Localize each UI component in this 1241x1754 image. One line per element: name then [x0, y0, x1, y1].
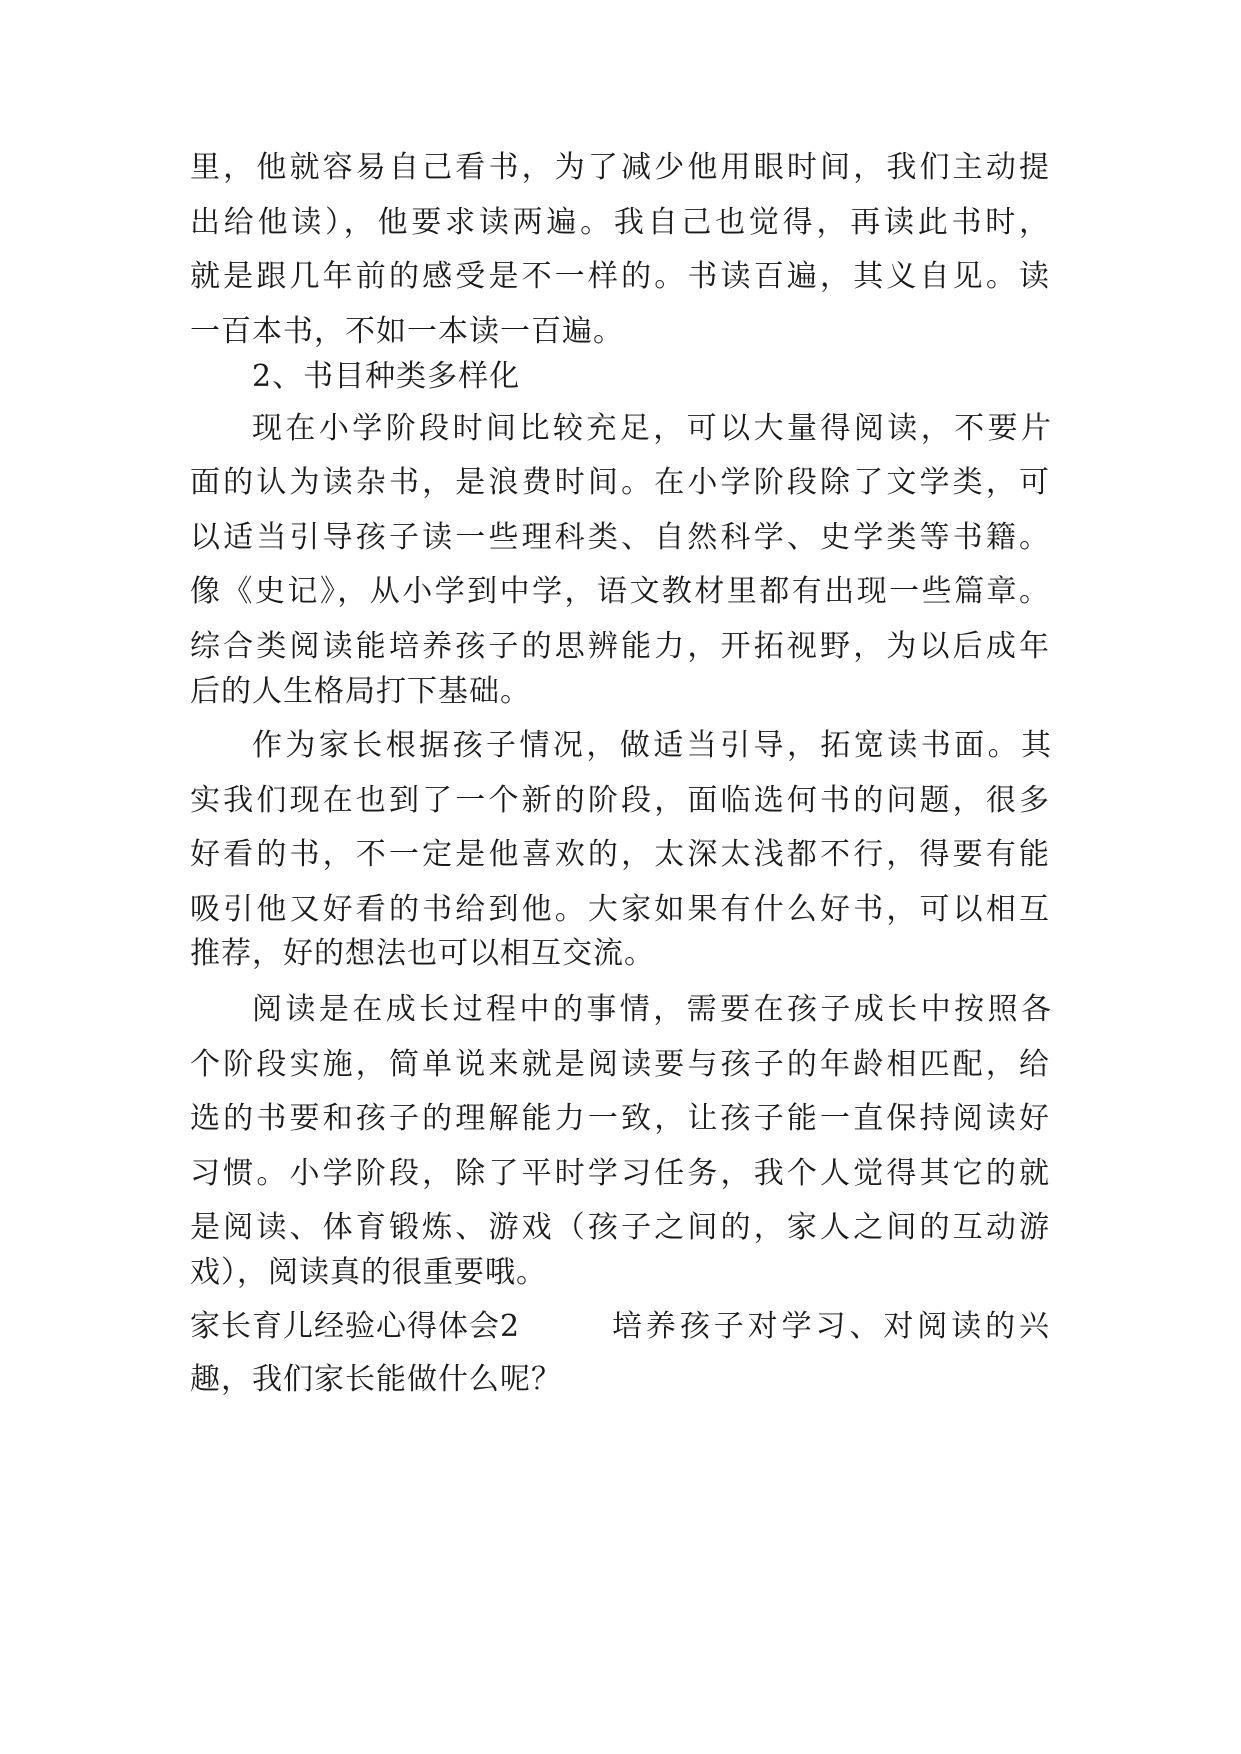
- article-title: 家长育儿经验心得体会2: [190, 1309, 521, 1344]
- paragraph-line: 像《史记》，从小学到中学，语文教材里都有出现一些篇章。: [190, 574, 1050, 609]
- paragraph-line: 就是跟几年前的感受是不一样的。书读百遍，其义自见。读: [190, 259, 1050, 294]
- paragraph-line: 阅读是在成长过程中的事情，需要在孩子成长中按照各: [252, 992, 1052, 1027]
- paragraph-line: 出给他读），他要求读两遍。我自己也觉得，再读此书时，: [190, 205, 1050, 240]
- paragraph-line: 以适当引导孩子读一些理科类、自然科学、史学类等书籍。: [190, 520, 1050, 555]
- paragraph-line: 是阅读、体育锻炼、游戏（孩子之间的，家人之间的互动游: [190, 1210, 1050, 1245]
- paragraph-line: 培养孩子对学习、对阅读的兴: [612, 1309, 1050, 1344]
- paragraph-line: 选的书要和孩子的理解能力一致，让孩子能一直保持阅读好: [190, 1101, 1050, 1136]
- paragraph-line: 推荐，好的想法也可以相互交流。: [190, 936, 655, 971]
- paragraph-line: 后的人生格局打下基础。: [190, 674, 531, 709]
- paragraph-line: 习惯。小学阶段，除了平时学习任务，我个人觉得其它的就: [190, 1156, 1050, 1191]
- paragraph-line: 戏），阅读真的很重要哦。: [190, 1255, 547, 1290]
- paragraph-line: 里，他就容易自己看书，为了减少他用眼时间，我们主动提: [190, 150, 1050, 185]
- paragraph-line: 面的认为读杂书，是浪费时间。在小学阶段除了文学类，可: [190, 465, 1050, 500]
- paragraph-line: 现在小学阶段时间比较充足，可以大量得阅读，不要片: [252, 411, 1052, 446]
- paragraph-line: 吸引他又好看的书给到他。大家如果有什么好书，可以相互: [190, 892, 1050, 927]
- paragraph-line: 一百本书，不如一本读一百遍。: [190, 314, 624, 349]
- paragraph-line: 作为家长根据孩子情况，做适当引导，拓宽读书面。其: [252, 728, 1052, 763]
- paragraph-line: 好看的书，不一定是他喜欢的，太深太浅都不行，得要有能: [190, 837, 1050, 872]
- section-heading: 2、书目种类多样化: [252, 359, 521, 394]
- paragraph-line: 趣，我们家长能做什么呢？: [190, 1362, 562, 1397]
- paragraph-line: 实我们现在也到了一个新的阶段，面临选何书的问题，很多: [190, 783, 1050, 818]
- paragraph-line: 个阶段实施，简单说来就是阅读要与孩子的年龄相匹配，给: [190, 1047, 1050, 1082]
- paragraph-line: 综合类阅读能培养孩子的思辨能力，开拓视野，为以后成年: [190, 629, 1050, 664]
